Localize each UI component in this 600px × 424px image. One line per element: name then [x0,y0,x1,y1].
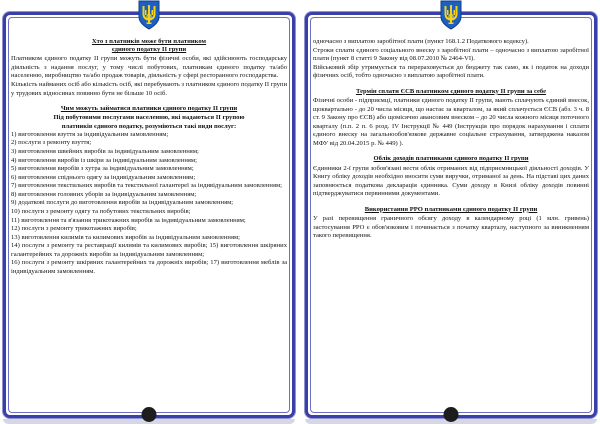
left-heading-activities [11,105,287,113]
emblem-container-left [0,0,298,30]
service-item: 3) виготовлення швейних виробів за індивідуальним замовленням; [11,148,199,156]
left-heading-line2: єдиного податку II групи [111,46,187,54]
right-paragraph-5: Єдинники 2-ї групи зобов'язані вести облік отриманих від підприємницької діяльності доходів. У Книгу обліку доходів необхідно вносити суми виручки, отриманої за день. На підставі цих даних заповнюється податкова декларація єдинника. Суми доходу в Книзі обліку доходів повинні підтверджуватися первинними документами. [313,164,589,198]
service-item: 1) виготовлення взуття за індивідуальним замовленням; [11,130,169,138]
right-paragraph-2: Строки сплати єдиного соціального внеску з заробітної плати – одночасно з виплатою заробітної плати (пункт 8 статті 9 Закону від 08.07.2010 № 2464-VI). [313,46,589,63]
service-item: 13) виготовлення килимів та килимових виробів за індивідуальним замовленням; [11,233,240,241]
brochure-page-right [302,0,600,424]
binding-hole-left [142,407,157,422]
right-heading-rro-text: Використання РРО платниками єдиного податку II групи [364,205,538,213]
page-content-right [313,38,589,400]
service-item: 6) виготовлення спіднього одягу за індивідуальним замовленням; [11,173,196,181]
brochure-page-left [0,0,298,424]
right-heading-income-accounting [313,155,589,163]
left-paragraph-1: Платником єдиного податку II групи можуть бути фізичні особи, які здійснюють господарську діяльність з надання послуг, у тому числі побутових, платникам єдиного податку та/або населенню, виробництво та/або продаж товарів, діяльність у сфері ресторанного господарства. [11,55,287,80]
left-heading-line1: Хто з платників може бути платником [91,38,207,45]
right-paragraph-6: У разі перевищення граничного обсягу доходу в календарному році (1 млн. гривень) застосування РРО є обов'язковим і починається з початку кварталу, наступного за виникненням такого перевищення. [313,214,589,240]
left-subhead-line1: Під побутовими послугами населенню, які надаються II групою [53,114,245,122]
service-item: 8) виготовлення головних уборів за індивідуальним замовленням; [11,190,197,198]
left-heading-who-can-be-payer [11,38,287,54]
ukrainian-coat-of-arms-icon [138,0,160,30]
binding-hole-right [444,407,459,422]
service-item: 11) виготовлення та в'язання трикотажних виробів за індивідуальним замовленням; [11,216,246,224]
service-item: 5) виготовлення виробів з хутра за індивідуальним замовленням; [11,165,194,173]
service-item: 9) додаткові послуги до виготовлення виробів за індивідуальним замовленням; [11,199,234,207]
ukrainian-coat-of-arms-icon [440,0,462,30]
right-heading-rro-usage [313,206,589,214]
service-item: 14) послуги з ремонту та реставрації килимів та килимових виробів; 15) виготовлення шкіряних галантерейних та дорожніх виробів за індивідуальним замовленням; [11,242,287,258]
service-item: 16) послуги з ремонту шкіряних галантерейних та дорожніх виробів; 17) виготовлення меблів за індивідуальним замовленням. [11,259,287,275]
household-services-list [11,131,287,277]
right-paragraph-3: Військовий збір утримується та перераховується до бюджету так само, як і податок на доходи фізичних осіб, тобто одночасно з виплатою заробітної плати. [313,63,589,80]
service-item: 7) виготовлення текстильних виробів та текстильної галантереї за індивідуальним замовленням; [11,182,282,190]
emblem-container-right [302,0,600,30]
page-content-left [11,38,287,400]
right-paragraph-4: Фізичні особи - підприємці, платники єдиного податку II групи, мають сплачують єдиний внесок, щоквартально - до 20 числа місяця, що настає за кварталом, за який сплачується ЄСВ (абз. 3 ч. 8 ст. 9 Закону про ЄСВ) або щомісячно авансовим внеском – до 20 числа кожного місяця поточного кварталу (п.п. 2 п. 6 розд. IV Інструкції № 449 (Інструкція про порядок нарахування і сплати єдиного внеску на загальнообов'язкове державне соціальне страхування, затверджена наказом МФУ від 20.04.2015 р. № 449) ). [313,96,589,147]
right-heading-esv-text: Термін сплати ЄСВ платником єдиного податку II групи за себе [355,87,547,95]
service-item: 12) послуги з ремонту трикотажних виробів; [11,225,137,233]
service-item: 2) послуги з ремонту взуття; [11,139,92,147]
left-subhead-line2: платників єдиного податку, розуміються такі види послуг: [61,122,237,130]
right-heading-income-text: Облік доходів платниками єдиного податку II групи [373,155,529,163]
right-paragraph-1: одночасно з виплатою заробітної плати (пункт 168.1.2 Податкового кодексу). [313,38,529,45]
left-paragraph-2: Кількість найманих осіб або кількість осіб, які перебувають з платником єдиного податку II групи у трудових відносинах повинно бути не більше 10 осіб. [11,81,287,97]
left-heading-activities-text: Чим можуть займатися платники єдиного податку II групи [60,105,238,113]
right-heading-esv-payment-term [313,88,589,96]
service-item: 10) послуги з ремонту одягу та побутових текстильних виробів; [11,207,191,215]
service-item: 4) виготовлення виробів із шкіри за індивідуальним замовленням; [11,156,197,164]
